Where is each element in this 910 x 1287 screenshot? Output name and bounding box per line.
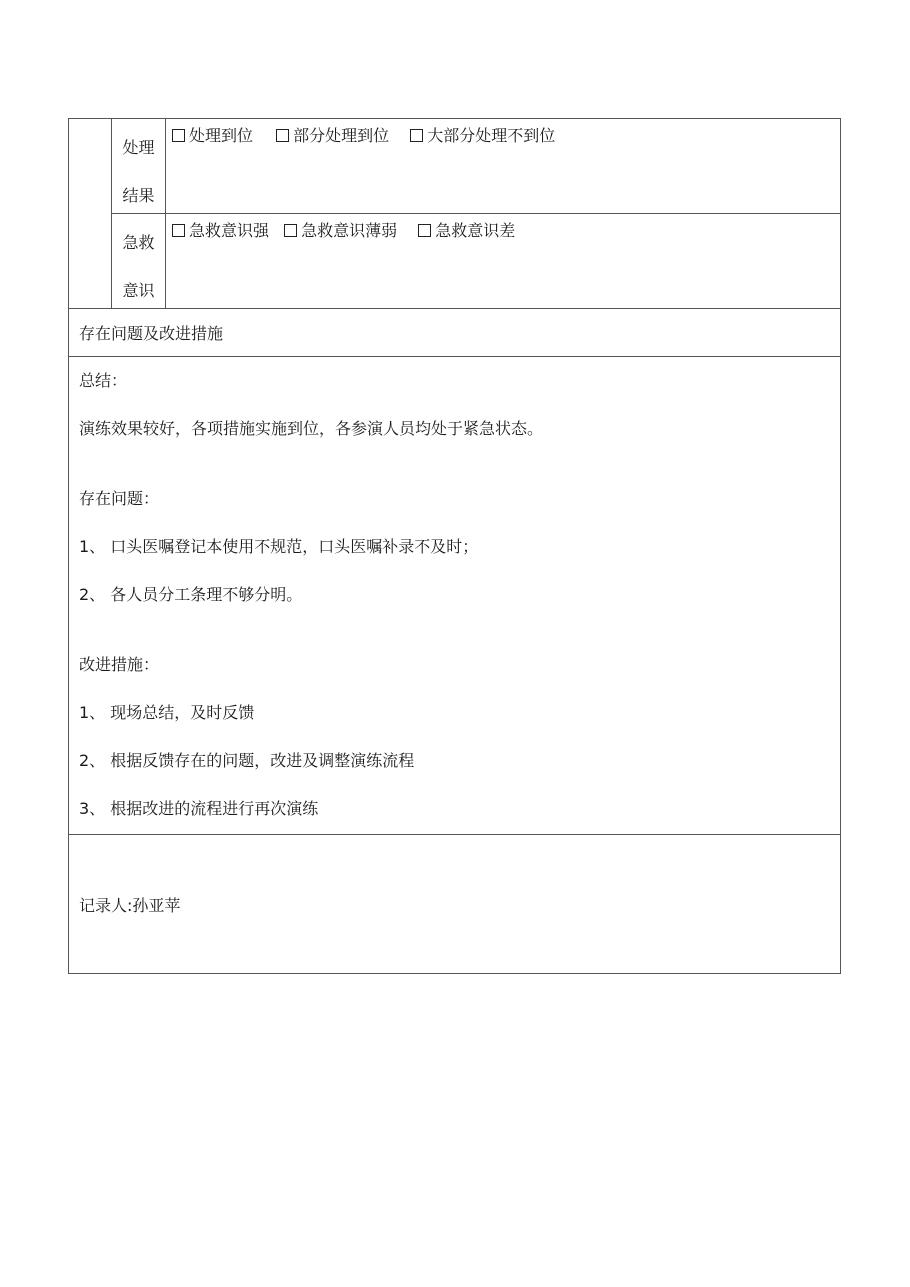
checkbox-icon[interactable] xyxy=(284,224,297,237)
improvement-item: 2、 根据反馈存在的问题，改进及调整演练流程 xyxy=(79,751,415,770)
first-aid-awareness-options xyxy=(166,214,841,309)
summary-text: 演练效果较好，各项措施实施到位，各参演人员均处于紧急状态。 xyxy=(79,419,544,438)
checkbox-icon[interactable] xyxy=(410,129,423,142)
problem-item: 1、 口头医嘱登记本使用不规范，口头医嘱补录不及时； xyxy=(79,537,479,556)
handling-result-row xyxy=(69,119,841,214)
recorder: 记录人:孙亚苹 xyxy=(69,835,841,974)
drill-record-table xyxy=(68,118,841,974)
problem-item: 2、 各人员分工条理不够分明。 xyxy=(79,585,303,604)
option-awareness-strong[interactable]: 急救意识强 xyxy=(172,218,269,241)
recorder-row xyxy=(69,835,841,974)
handling-result-options xyxy=(166,119,841,214)
checkbox-icon[interactable] xyxy=(418,224,431,237)
summary-cell xyxy=(69,357,841,835)
checkbox-icon[interactable] xyxy=(172,129,185,142)
improvements-title: 改进措施： xyxy=(79,655,160,674)
section-header-row xyxy=(69,309,841,357)
first-aid-awareness-row xyxy=(69,214,841,309)
checkbox-icon[interactable] xyxy=(276,129,289,142)
option-awareness-weak[interactable]: 急救意识薄弱 xyxy=(284,218,397,241)
option-awareness-poor[interactable]: 急救意识差 xyxy=(418,218,515,241)
summary-title: 总结： xyxy=(79,371,128,390)
option-partially-handled[interactable]: 部分处理到位 xyxy=(276,123,389,146)
first-aid-awareness-label: 急救 意识 xyxy=(112,214,166,309)
problems-title: 存在问题： xyxy=(79,489,160,508)
improvement-item: 3、 根据改进的流程进行再次演练 xyxy=(79,799,319,818)
checkbox-icon[interactable] xyxy=(172,224,185,237)
improvement-item: 1、 现场总结，及时反馈 xyxy=(79,703,255,722)
handling-result-label: 处理 结果 xyxy=(112,119,166,214)
summary-row xyxy=(69,357,841,835)
option-mostly-not-handled[interactable]: 大部分处理不到位 xyxy=(410,123,555,146)
blank-merged-cell xyxy=(69,119,112,309)
option-handled[interactable]: 处理到位 xyxy=(172,123,253,146)
section-header: 存在问题及改进措施 xyxy=(69,309,841,357)
